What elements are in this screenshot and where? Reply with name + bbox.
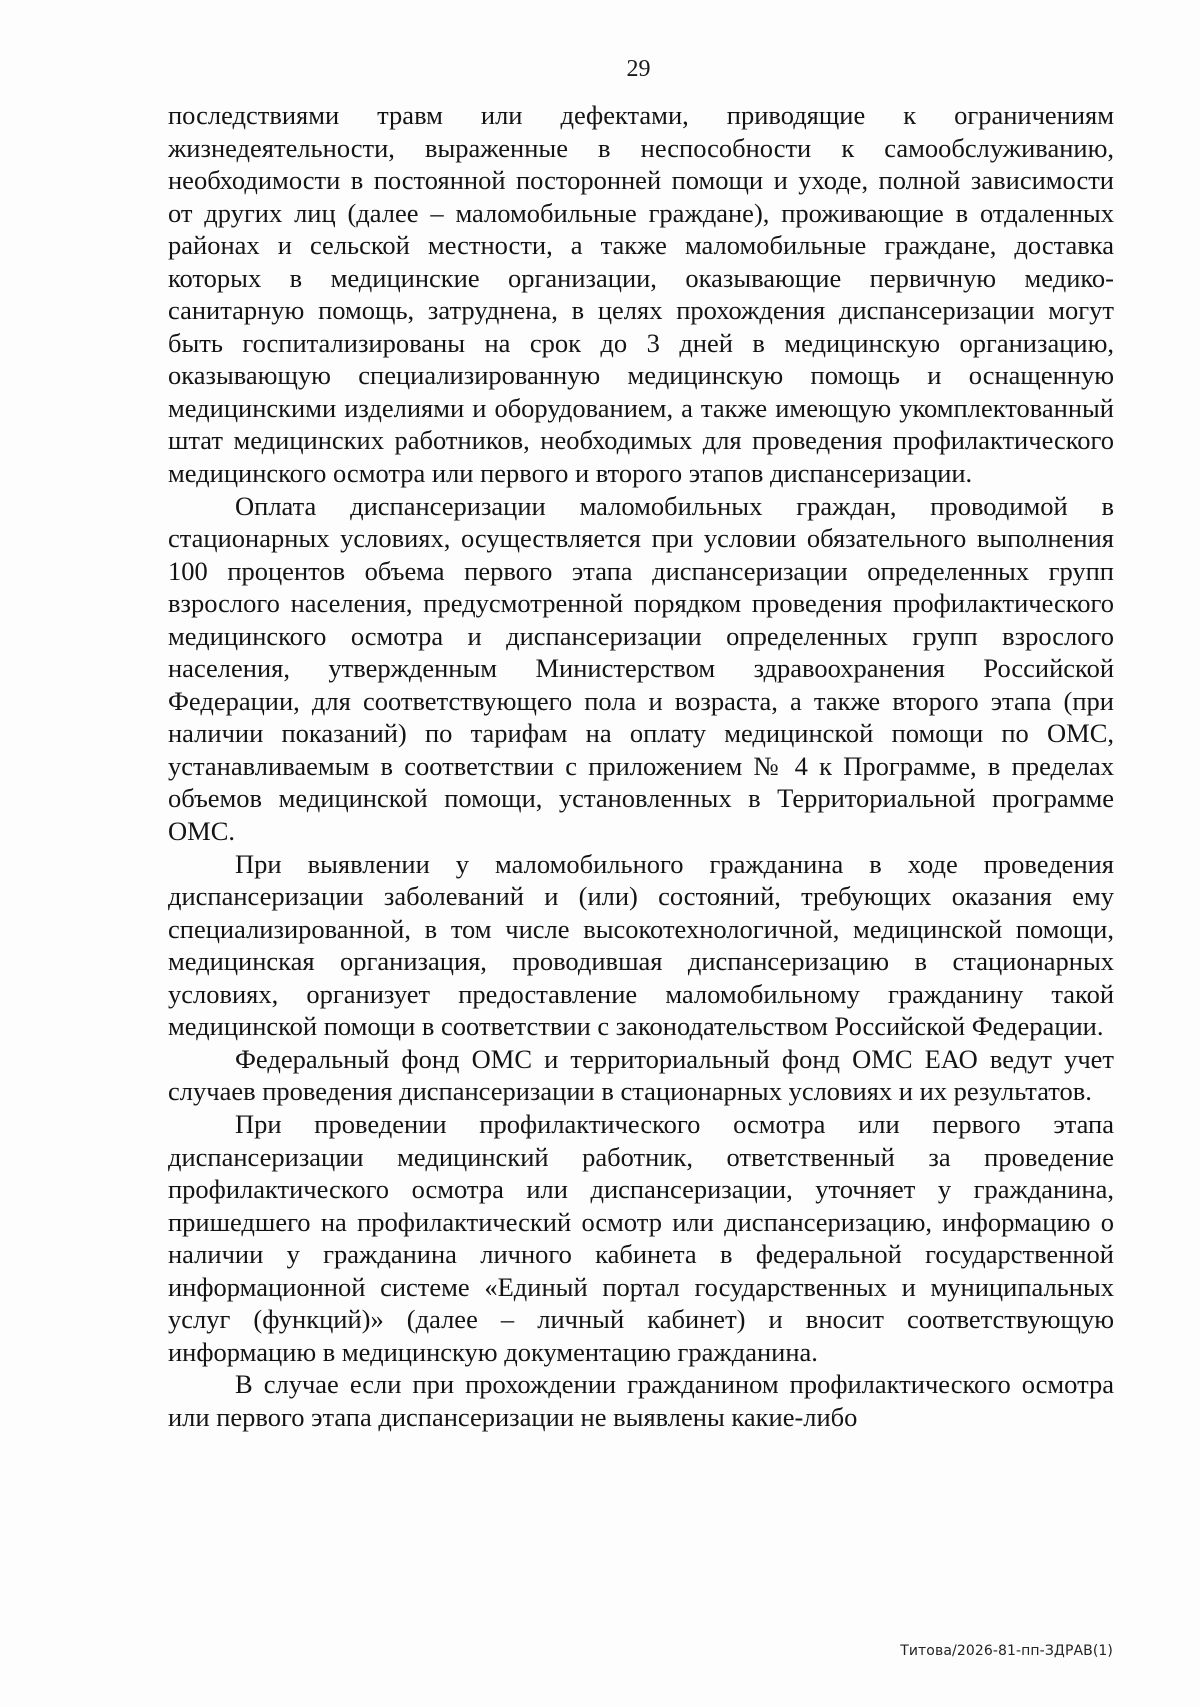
page-number: 29 xyxy=(626,56,651,82)
paragraph-no-findings: В случае если при прохождении гражданином профилактического осмотра или первого этапа диспансеризации не выявлены какие-либо xyxy=(168,1369,1114,1432)
paragraph-continuation: последствиями травм или дефектами, приводящие к ограничениям жизнедеятельности, выраженные в неспособности к самообслуживанию, необходимости в постоянной посторонней помощи и уходе, полной зависимости от других лиц (далее – маломобильные граждане), проживающие в отдаленных районах и сельской местности, а также маломобильные граждане, доставка которых в медицинские организации, оказывающие первичную медико-санитарную помощь, затруднена, в целях прохождения диспансеризации могут быть госпитализированы на срок до 3 дней в медицинскую организацию, оказывающую специализированную медицинскую помощь и оснащенную медицинскими изделиями и оборудованием, а также имеющую укомплектованный штат медицинских работников, необходимых для проведения профилактического медицинского осмотра или первого и второго этапов диспансеризации. xyxy=(168,100,1114,489)
paragraph-accounting: Федеральный фонд ОМС и территориальный фонд ОМС ЕАО ведут учет случаев проведения диспансеризации в стационарных условиях и их результатов. xyxy=(168,1043,1114,1107)
document-body xyxy=(168,99,1114,1433)
document-reference: Титова/2026-81-пп-ЗДРАВ(1) xyxy=(900,1643,1113,1659)
paragraph-detection: При выявлении у маломобильного гражданина в ходе проведения диспансеризации заболеваний и (или) состояний, требующих оказания ему специализированной, в том числе высокотехнологичной, медицинской помощи, медицинская организация, проводившая диспансеризацию в стационарных условиях, организует предоставление маломобильному гражданину такой медицинской помощи в соответствии с законодательством Российской Федерации. xyxy=(168,848,1114,1042)
paragraph-payment: Оплата диспансеризации маломобильных граждан, проводимой в стационарных условиях, осуществляется при условии обязательного выполнения 100 процентов объема первого этапа диспансеризации определенных групп взрослого населения, предусмотренной порядком проведения профилактического медицинского осмотра и диспансеризации определенных групп взрослого населения, утвержденным Министерством здравоохранения Российской Федерации, для соответствующего пола и возраста, а также второго этапа (при наличии показаний) по тарифам на оплату медицинской помощи по ОМС, устанавливаемым в соответствии с приложением № 4 к Программе, в пределах объемов медицинской помощи, установленных в Территориальной программе ОМС. xyxy=(168,490,1114,847)
paragraph-personal-account: При проведении профилактического осмотра или первого этапа диспансеризации медицинский работник, ответственный за проведение профилактического осмотра или диспансеризации, уточняет у гражданина, пришедшего на профилактический осмотр или диспансеризацию, информацию о наличии у гражданина личного кабинета в федеральной государственной информационной системе «Единый портал государственных и муниципальных услуг (функций)» (далее – личный кабинет) и вносит соответствующую информацию в медицинскую документацию гражданина. xyxy=(168,1108,1114,1367)
